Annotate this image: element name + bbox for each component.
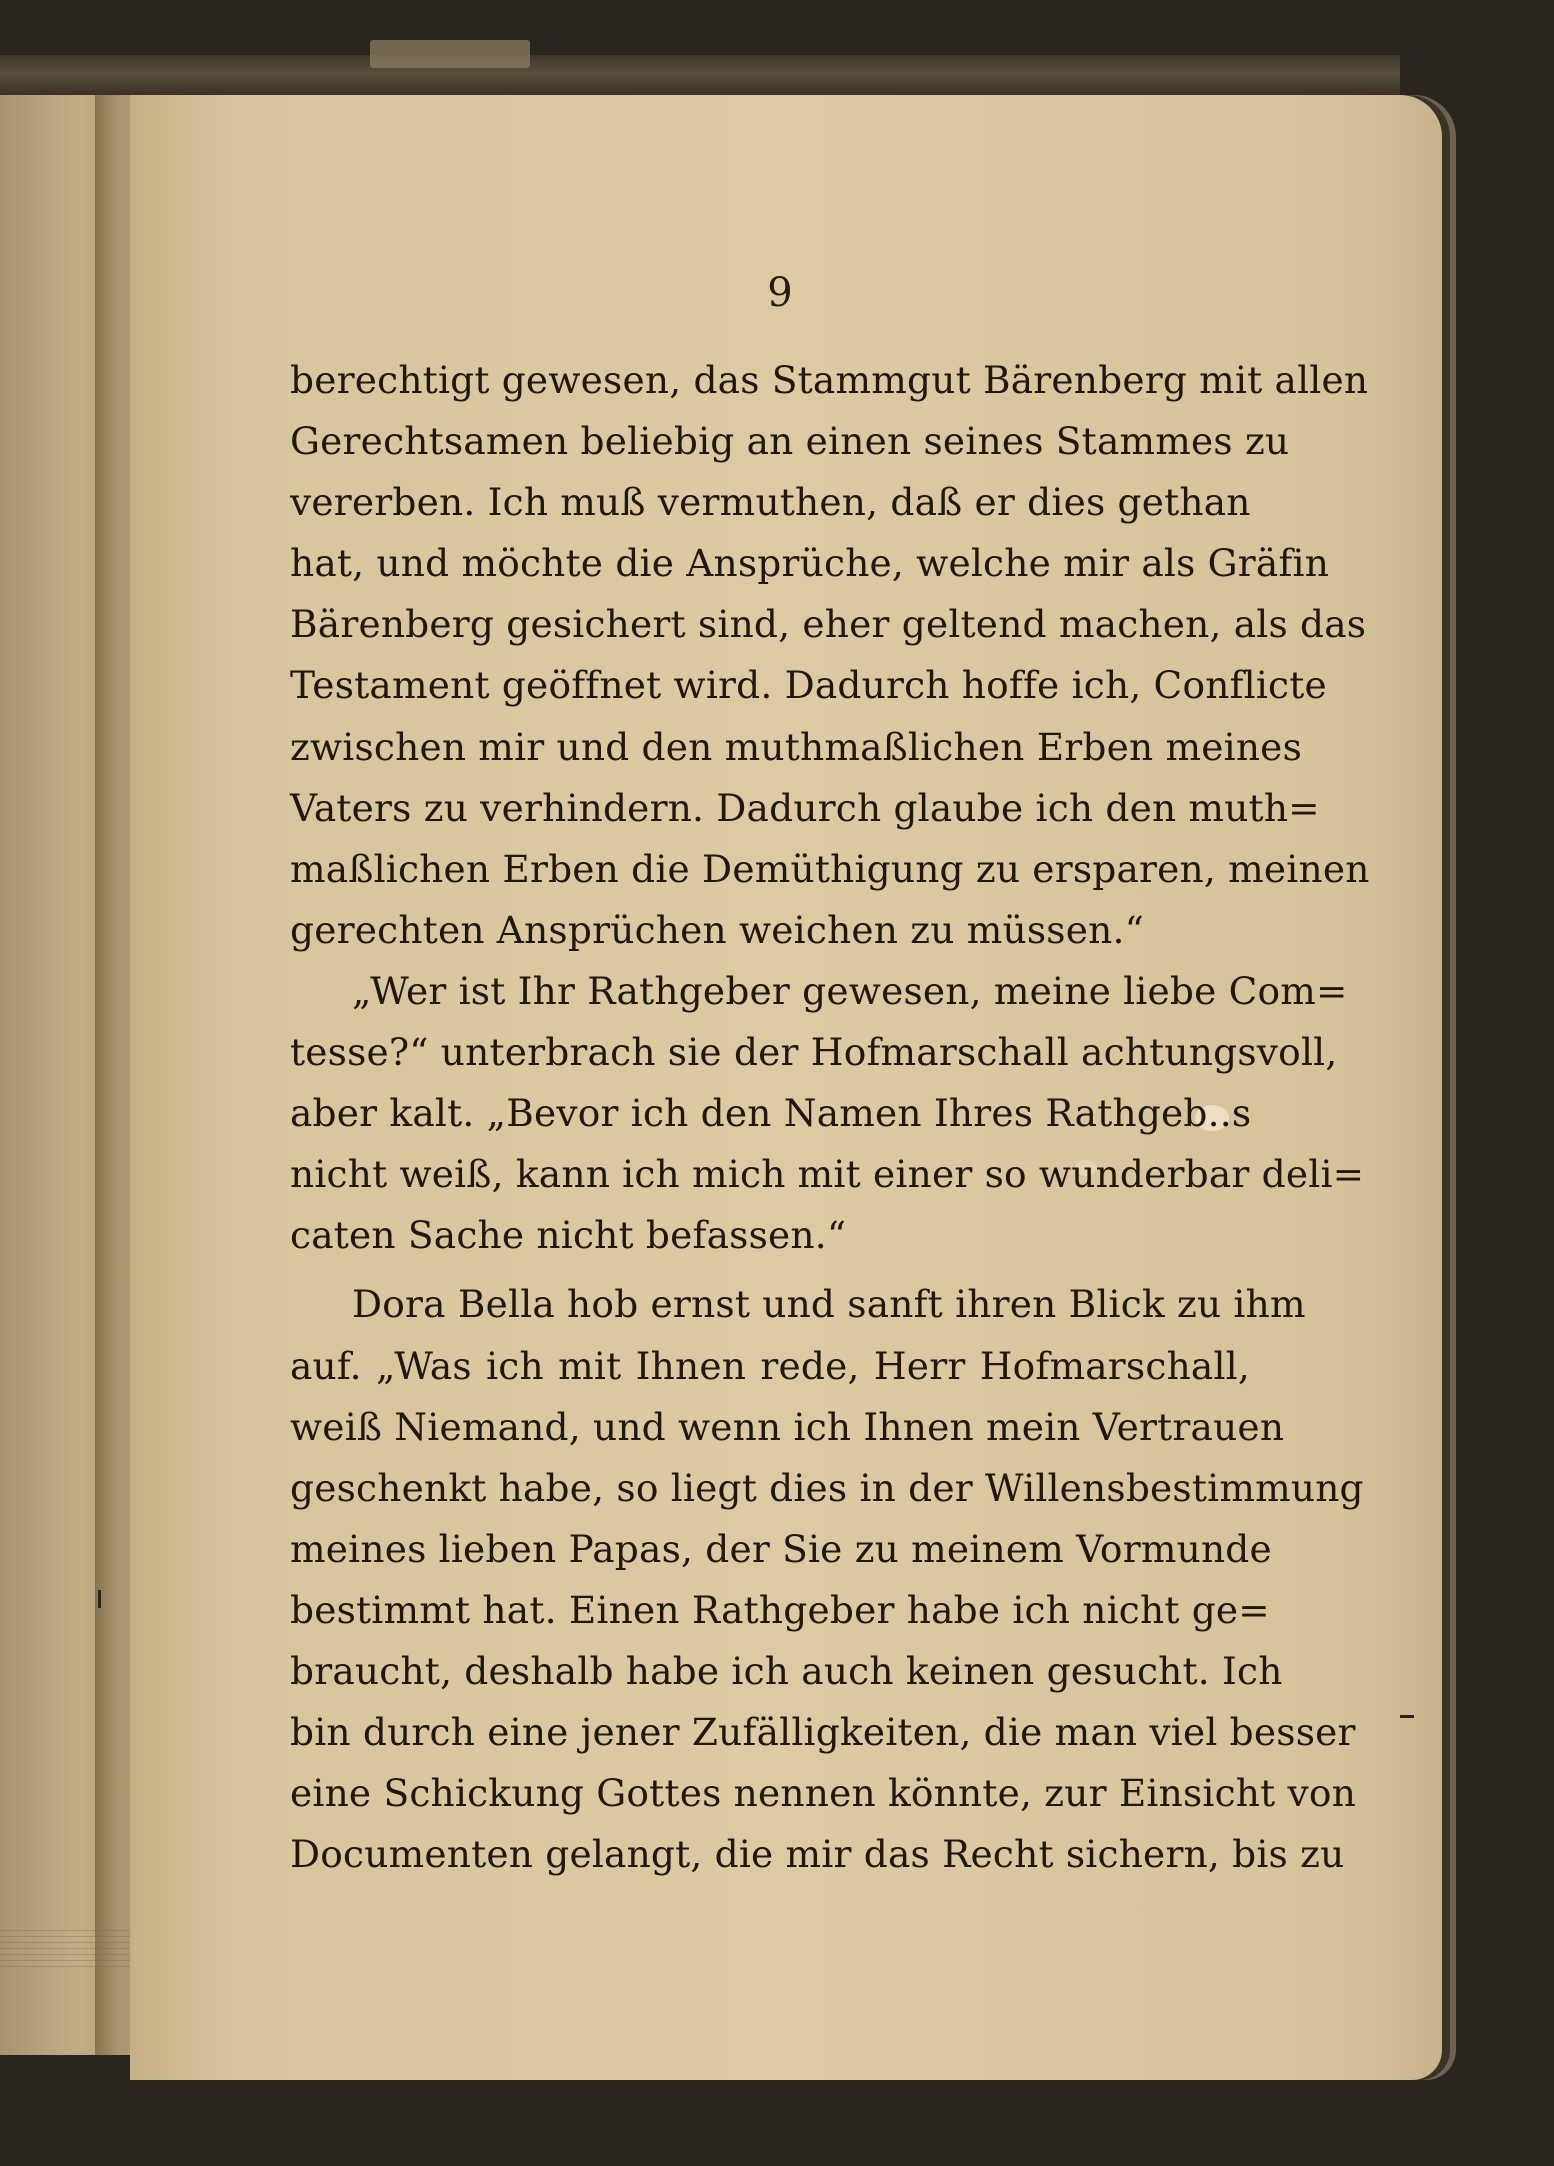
text-line: gerechten Ansprüchen weichen zu müssen.“ (290, 907, 1144, 952)
text-line: geschenkt habe, so liegt dies in der Willensbestimmung (290, 1465, 1364, 1510)
text-line: Dora Bella hob ernst und sanft ihren Blick zu ihm (352, 1282, 1306, 1327)
text-line: braucht, deshalb habe ich auch keinen gesucht. Ich (290, 1648, 1283, 1693)
text-line: bin durch eine jener Zufälligkeiten, die man viel besser (290, 1710, 1356, 1755)
text-line: zwischen mir und den muthmaßlichen Erben meines (290, 724, 1303, 769)
text-line: Documenten gelangt, die mir das Recht sichern, bis zu (290, 1832, 1345, 1877)
text-line: berechtigt gewesen, das Stammgut Bärenberg mit allen (290, 358, 1369, 402)
page-number: 9 (767, 270, 793, 316)
body-text (290, 350, 1370, 1885)
spine-tape-remnant (370, 40, 530, 68)
margin-mark (1400, 1715, 1414, 1718)
text-line: eine Schickung Gottes nennen könnte, zur Einsicht von (290, 1771, 1357, 1816)
text-line: meines lieben Papas, der Sie zu meinem Vormunde (290, 1526, 1272, 1571)
text-line: tesse?“ unterbrach sie der Hofmarschall achtungsvoll, (290, 1030, 1338, 1075)
text-line: caten Sache nicht befassen.“ (290, 1213, 847, 1258)
text-line: Gerechtsamen beliebig an einen seines Stammes zu (290, 419, 1290, 464)
text-line: „Wer ist Ihr Rathgeber gewesen, meine liebe Com= (352, 968, 1348, 1013)
text-line: vererben. Ich muß vermuthen, daß er dies gethan (290, 480, 1251, 525)
text-line: weiß Niemand, und wenn ich Ihnen mein Vertrauen (290, 1404, 1285, 1449)
paragraph-gap (290, 1266, 1250, 1274)
book-spine-strip (0, 55, 1400, 95)
text-line: auf. „Was ich mit Ihnen rede, Herr Hofmarschall, (290, 1343, 1250, 1388)
text-line: aber kalt. „Bevor ich den Namen Ihres Rathgeb..s (290, 1091, 1252, 1136)
text-line: nicht weiß, kann ich mich mit einer so wunderbar deli= (290, 1152, 1365, 1197)
text-line: bestimmt hat. Einen Rathgeber habe ich nicht ge= (290, 1587, 1270, 1632)
text-line: Vaters zu verhindern. Dadurch glaube ich den muth= (290, 785, 1320, 830)
text-line: Bärenberg gesichert sind, eher geltend machen, als das (290, 602, 1367, 647)
text-line: Testament geöffnet wird. Dadurch hoffe ich, Conflicte (290, 663, 1327, 708)
text-line: hat, und möchte die Ansprüche, welche mir als Gräfin (290, 541, 1330, 586)
text-line: maßlichen Erben die Demüthigung zu ersparen, meinen (290, 846, 1370, 891)
margin-mark (98, 1590, 101, 1608)
